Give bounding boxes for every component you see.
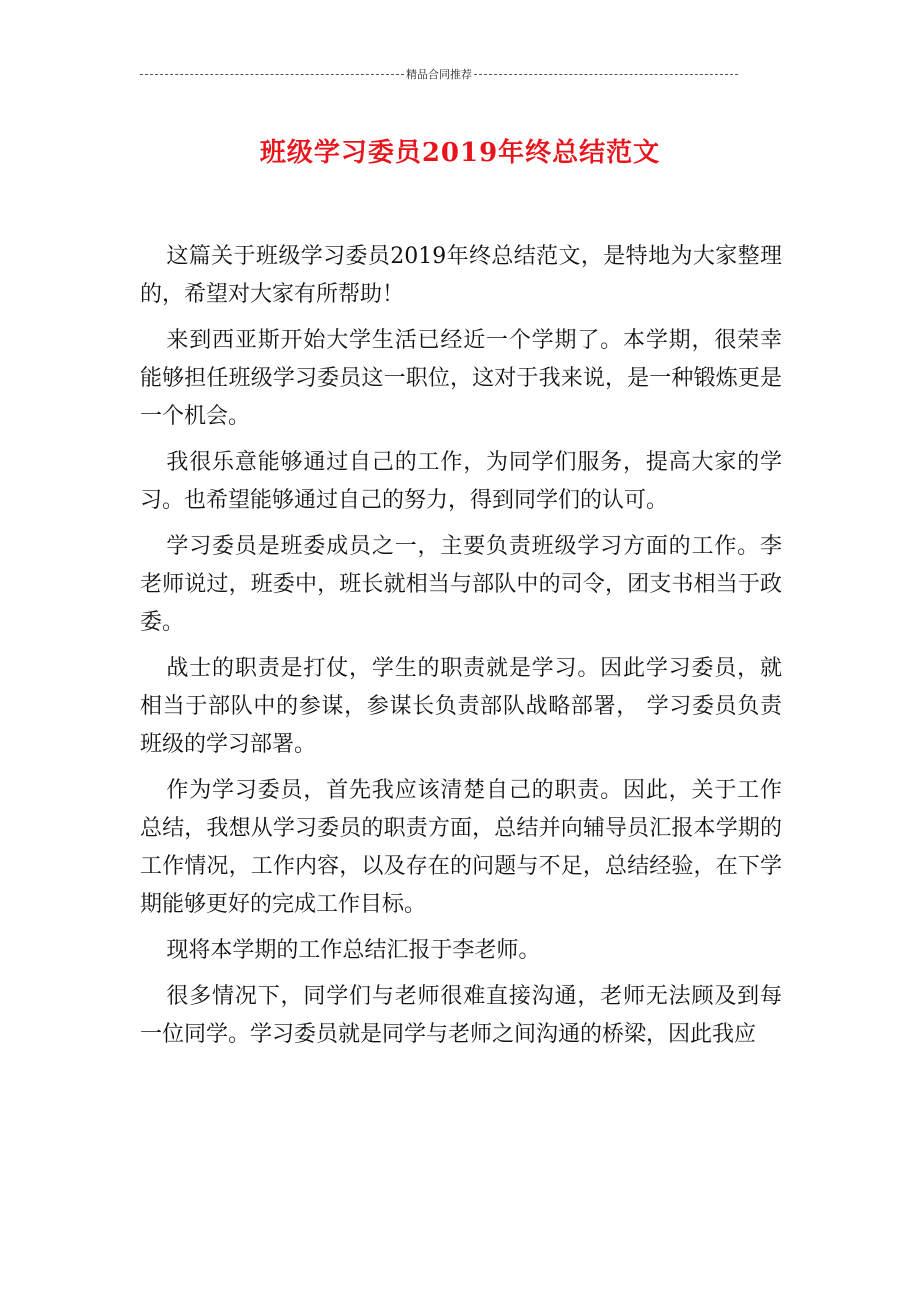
- document-title: 班级学习委员2019年终总结范文: [259, 138, 661, 169]
- paragraph: 我很乐意能够通过自己的工作，为同学们服务，提高大家的学习。也希望能够通过自己的努力，得到同学们的认可。: [140, 450, 782, 513]
- document-body: [140, 238, 782, 1062]
- paragraph: 来到西亚斯开始大学生活已经近一个学期了。本学期，很荣幸能够担任班级学习委员这一职位，这对于我来说，是一种锻炼更是一个机会。: [140, 328, 782, 429]
- paragraph: 学习委员是班委成员之一，主要负责班级学习方面的工作。李老师说过，班委中，班长就相当与部队中的司令，团支书相当于政委。: [140, 534, 782, 635]
- header-dashed-rule-left: [140, 74, 404, 75]
- header-dashed-rule-right: [474, 74, 738, 75]
- page-header: [140, 66, 738, 82]
- paragraph: 战士的职责是打仗，学生的职责就是学习。因此学习委员，就相当于部队中的参谋，参谋长负责部队战略部署， 学习委员负责班级的学习部署。: [140, 656, 782, 757]
- paragraph: 很多情况下，同学们与老师很难直接沟通，老师无法顾及到每一位同学。学习委员就是同学与老师之间沟通的桥梁，因此我应: [140, 984, 782, 1047]
- paragraph: 现将本学期的工作总结汇报于李老师。: [166, 938, 541, 963]
- paragraph: 作为学习委员，首先我应该清楚自己的职责。因此，关于工作总结，我想从学习委员的职责方面，总结并向辅导员汇报本学期的工作情况，工作内容，以及存在的问题与不足，总结经验，在下学期能够更好的完成工作目标。: [140, 778, 782, 917]
- header-label: 精品合同推荐: [406, 69, 472, 81]
- paragraph: 这篇关于班级学习委员2019年终总结范文，是特地为大家整理的，希望对大家有所帮助！: [140, 244, 782, 307]
